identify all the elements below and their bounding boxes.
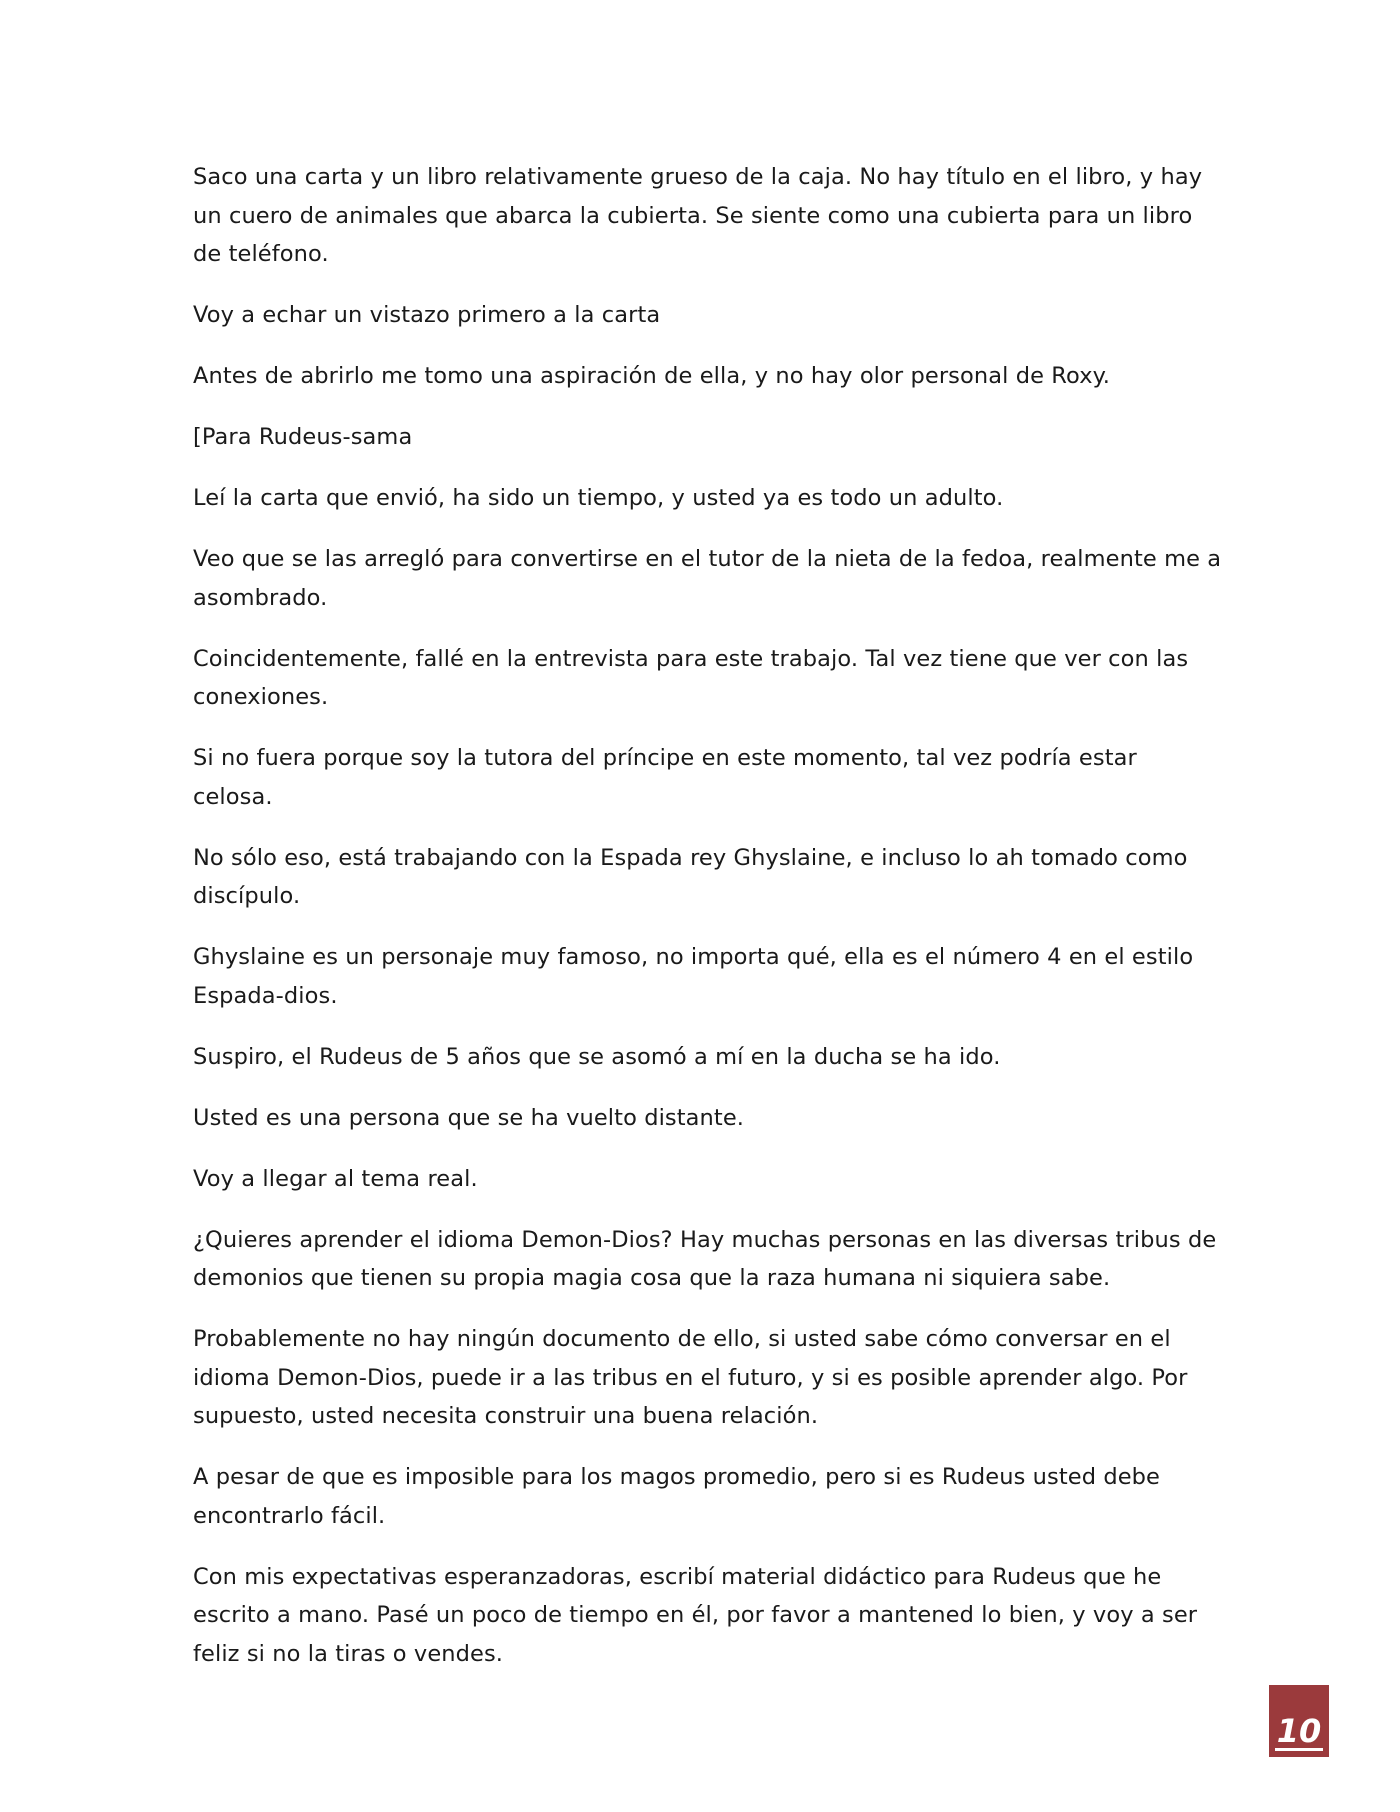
paragraph: Probablemente no hay ningún documento de ello, si usted sabe cómo conversar en el idioma Demon-Dios, puede ir a las tribus en el futuro, y si es posible aprender algo. Por supuesto, usted necesita construir una buena relación.: [193, 1326, 1188, 1429]
paragraph: Con mis expectativas esperanzadoras, escribí material didáctico para Rudeus que he escrito a mano. Pasé un poco de tiempo en él, por favor a mantened lo bien, y voy a ser feliz si no la tiras o vendes.: [193, 1563, 1198, 1667]
paragraph: ¿Quieres aprender el idioma Demon-Dios? Hay muchas personas en las diversas tribus de demonios que tienen su propia magia cosa que la raza humana ni siquiera sabe.: [193, 1226, 1217, 1291]
paragraph: Coincidentemente, fallé en la entrevista para este trabajo. Tal vez tiene que ver con las conexiones.: [193, 645, 1189, 710]
paragraph: Usted es una persona que se ha vuelto distante.: [193, 1104, 745, 1131]
page-number-badge: [1269, 1685, 1329, 1757]
paragraph: Voy a echar un vistazo primero a la carta: [193, 302, 661, 328]
paragraph: Saco una carta y un libro relativamente grueso de la caja. No hay título en el libro, y hay un cuero de animales que abarca la cubierta. Se siente como una cubierta para un libro de teléfono.: [193, 164, 1203, 267]
paragraph: Suspiro, el Rudeus de 5 años que se asomó a mí en la ducha se ha ido.: [193, 1043, 1001, 1070]
paragraph: Ghyslaine es un personaje muy famoso, no importa qué, ella es el número 4 en el estilo Espada-dios.: [193, 944, 1194, 1009]
paragraph: Veo que se las arregló para convertirse en el tutor de la nieta de la fedoa, realmente me a asombrado.: [193, 546, 1222, 611]
paragraph: Antes de abrirlo me tomo una aspiración de ella, y no hay olor personal de Roxy.: [193, 363, 1111, 389]
document-body: [193, 158, 1223, 1696]
paragraph: [Para Rudeus-sama: [193, 424, 413, 450]
paragraph: Si no fuera porque soy la tutora del príncipe en este momento, tal vez podría estar celosa.: [193, 745, 1137, 810]
paragraph: Leí la carta que envió, ha sido un tiempo, y usted ya es todo un adulto.: [193, 485, 1004, 511]
paragraph: Voy a llegar al tema real.: [193, 1165, 478, 1192]
paragraph: No sólo eso, está trabajando con la Espada rey Ghyslaine, e incluso lo ah tomado como discípulo.: [193, 844, 1188, 909]
paragraph: A pesar de que es imposible para los magos promedio, pero si es Rudeus usted debe encontrarlo fácil.: [193, 1464, 1160, 1529]
page-number: 10: [1276, 1712, 1322, 1750]
